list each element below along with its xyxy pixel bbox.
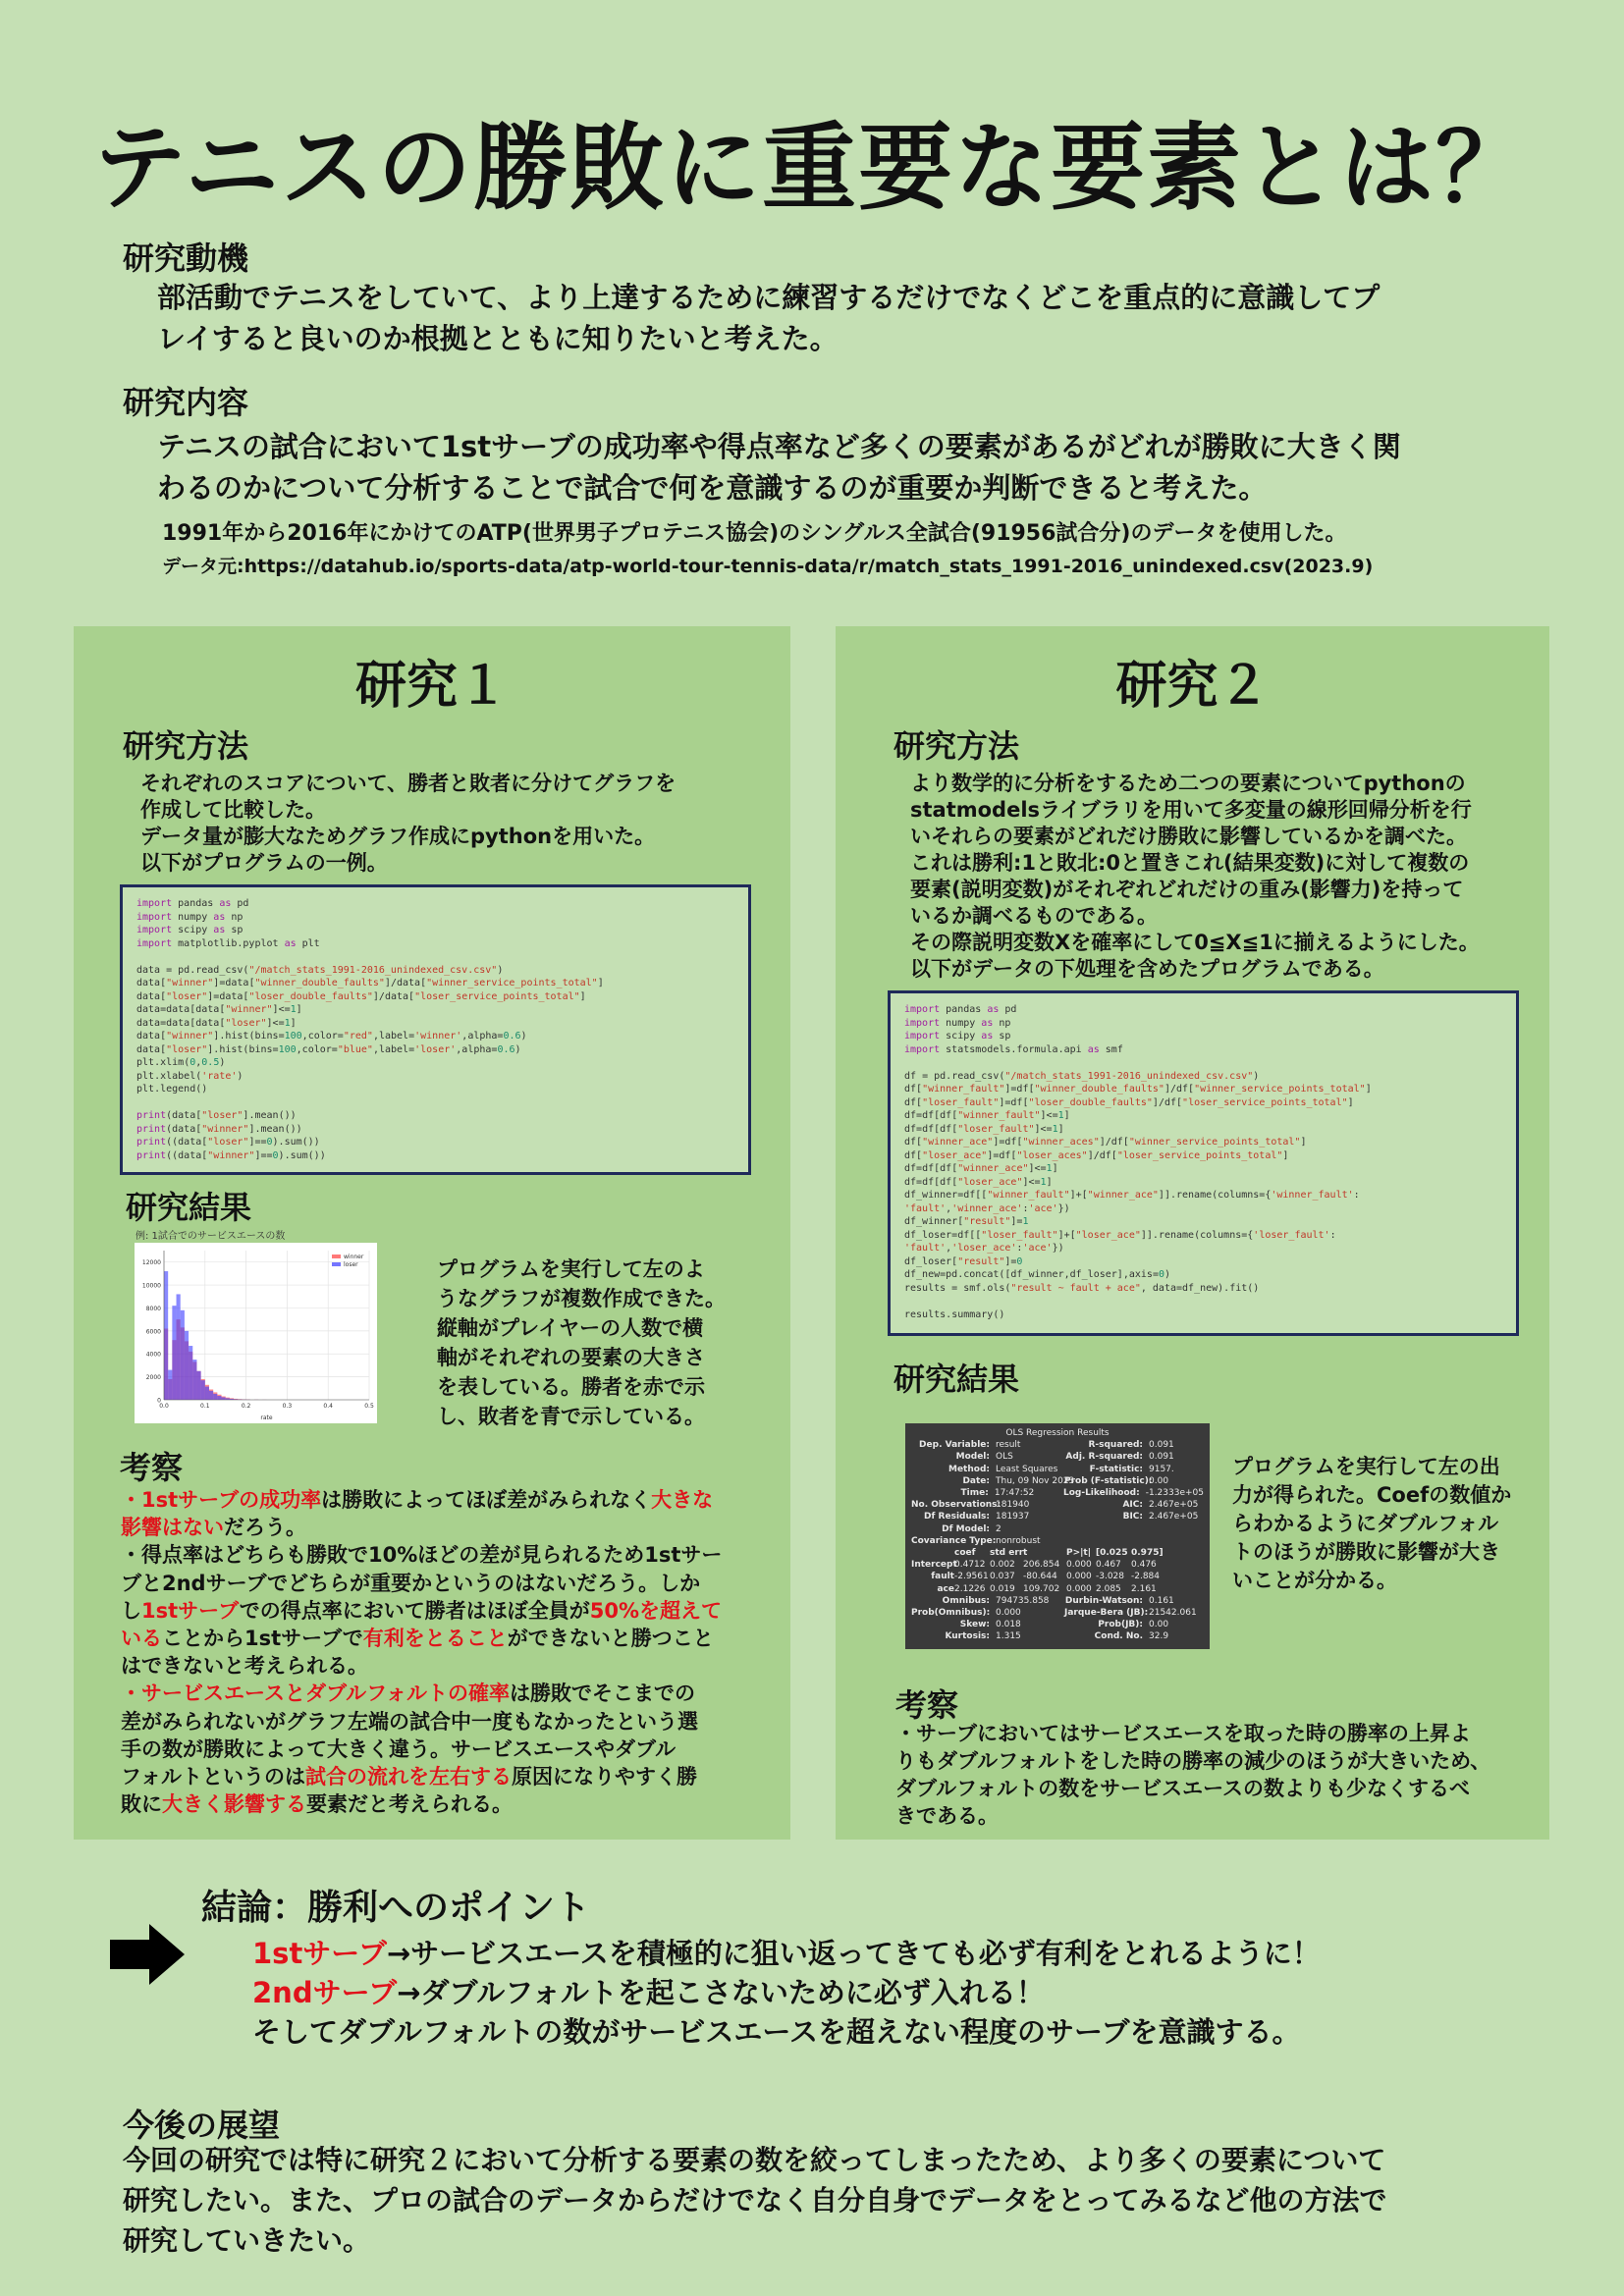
ols-key: Skew: [959,1620,990,1630]
discussion-text: での得点率において勝者はほぼ全員が [239,1598,590,1623]
content-heading: 研究内容 [123,384,249,421]
future-line: 研究したい。また、プロの試合のデータからだけでなく自分自身でデータをとってみるなど他の方法で [123,2184,1387,2216]
code-line: df=df[df["loser_ace"]<=1] [904,1176,1053,1188]
conclusion-line-2-text: →ダブルフォルトを起こさないために必ず入れる！ [397,1976,1045,2009]
ols-results-table [905,1423,1210,1649]
code-line: import matplotlib.pyplot as plt [136,937,320,949]
ols-value: 181940 [996,1500,1030,1511]
discussion-text: フォルトというのは [121,1765,305,1789]
code-line: plt.legend() [136,1084,208,1095]
ols-coef-row [911,1571,1204,1582]
ols-cell: 0.000 [1066,1583,1092,1594]
ols-cell: -3.028 [1096,1572,1125,1582]
ols-cell: 2.161 [1131,1583,1157,1594]
motivation-heading: 研究動機 [123,240,249,277]
ols-cell: 0.019 [990,1583,1015,1594]
study2-discussion-line: りもダブルフォルトをした時の勝率の減少のほうが大きいため、 [895,1749,1491,1773]
discussion-text: 要素だと考えられる。 [306,1792,513,1817]
discussion-text: ことから1stサーブで [162,1627,363,1651]
code-line: data["winner"]=data["winner_double_faults"]/data["winner_service_points_total"] [136,978,604,988]
study1-method-line: データ量が膨大なためグラフ作成にpythonを用いた。 [140,825,656,848]
conclusion-line-3: そしてダブルフォルトの数がサービスエースを超えない程度のサーブを意識する。 [252,2015,1301,2049]
highlighted-text: 試合の流れを左右する [304,1765,512,1789]
code-line [136,1096,734,1110]
ols-key: R-squared: [1088,1440,1143,1451]
code-line: data = pd.read_csv("/match_stats_1991-2016_unindexed_csv.csv") [136,964,504,976]
study1-results-line: し、敗者を青で示している。 [437,1405,705,1428]
ols-row [911,1451,1204,1463]
study2-method-line: 以下がデータの下処理を含めたプログラムである。 [910,957,1384,981]
code-line [904,1056,1502,1070]
ols-value: 2.467e+05 [1149,1500,1199,1511]
code-line: results.summary() [904,1308,1005,1320]
content-text [157,426,1401,508]
y-tick-label: 6000 [145,1328,161,1336]
study2-discussion-line: ダブルフォルトの数をサービスエースの数よりも少なくするべ [895,1777,1471,1800]
code-line: df_loser=df[["loser_fault"]+["loser_ace"]].rename(columns={'loser_fault': [904,1229,1336,1241]
study2-method-line: より数学的に分析をするため二つの要素についてpythonの [910,772,1466,795]
study1-discussion-line [121,1597,722,1625]
highlighted-text: ・ [121,1682,141,1706]
histogram-bar-loser [177,1294,181,1400]
code-line: import pandas as pd [136,898,249,909]
study2-results-line: トのほうが勝敗に影響が大き [1232,1540,1500,1564]
code-line: df_winner=df[["winner_fault"]+["winner_ace"]].rename(columns={'winner_fault': [904,1190,1360,1201]
ols-cell: -2.884 [1131,1572,1161,1582]
ols-coef-row [911,1583,1204,1595]
y-tick-label: 8000 [145,1305,161,1312]
conclusion-heading: 結論：勝利へのポイント [201,1888,591,1928]
discussion-text: ができないと勝つこと [507,1627,714,1651]
ols-col-header: P>|t| [1066,1548,1092,1559]
ols-col-header: std err [990,1548,1024,1559]
code-line: data["loser"].hist(bins=100,color="blue",label='loser',alpha=0.6) [136,1043,521,1055]
highlighted-text: 1stサーブの成功率 [141,1488,322,1512]
discussion-text: ・得点率はどちらも勝敗で10%ほどの差が見られるため1stサー [121,1543,723,1568]
ols-row [911,1464,1204,1475]
code-line: data["loser"]=data["loser_double_faults"]/data["loser_service_points_total"] [136,990,586,1002]
study1-discussion-line [121,1541,722,1569]
ols-value: 181937 [996,1512,1030,1522]
ols-value: 0.00 [1149,1475,1169,1486]
ols-value: result [996,1440,1021,1451]
ols-value: 2.467e+05 [1149,1512,1199,1522]
code-line [136,950,734,964]
code-line: data=data[data["loser"]<=1] [136,1017,297,1029]
code-line: results = smf.ols("result ~ fault + ace", data=df_new).fit() [904,1282,1260,1294]
ols-col-header [911,1547,954,1559]
study2-discussion-line: ・サーブにおいてはサービスエースを取った時の勝率の上昇よ [895,1722,1471,1745]
ols-row [911,1511,1204,1522]
study2-discussion-line: きである。 [895,1804,999,1828]
study1-title: 研究１ [354,657,509,716]
highlighted-text: いる [121,1627,162,1651]
future-line: 今回の研究では特に研究２において分析する要素の数を絞ってしまったため、より多くの要素について [123,2144,1386,2176]
study2-title: 研究２ [1115,657,1270,716]
study2-results-line: らわかるようにダブルフォル [1232,1512,1499,1535]
discussion-text: ブと2ndサーブでどちらが重要かというのはないだろう。しか [121,1571,701,1595]
ols-cell: 206.854 [1023,1560,1060,1571]
study2-method-line: 要素(説明変数)がそれぞれどれだけの重み(影響力)を持って [910,878,1464,901]
study1-discussion-line [121,1708,722,1735]
code-line: print(data["winner"].mean()) [136,1123,302,1135]
code-line: import numpy as np [904,1017,1011,1029]
ols-cell: 0.4712 [954,1560,986,1571]
code-line: import scipy as sp [904,1031,1011,1041]
code-line: import numpy as np [136,911,244,923]
study2-discussion-heading: 考察 [895,1686,959,1724]
histogram-chart [135,1243,377,1423]
code-line: df = pd.read_csv("/match_stats_1991-2016_unindexed_csv.csv") [904,1070,1260,1082]
highlighted-text: 1stサーブ [141,1598,240,1623]
ols-diag-row [911,1595,1204,1607]
code-line: data=data[data["winner"]<=1] [136,1004,302,1015]
discussion-text: は勝敗によってほぼ差がみられなく [321,1488,652,1512]
study2-method-text [910,771,1480,983]
legend-label: loser [344,1261,358,1268]
study1-results-line: 軸がそれぞれの要素の大きさ [437,1346,705,1369]
histogram-bar-loser [172,1306,176,1400]
code-line: 'fault','loser_ace':'ace'}) [904,1243,1064,1254]
future-heading: 今後の展望 [123,2107,281,2144]
ols-diag-row [911,1619,1204,1630]
histogram-bar-loser [213,1394,217,1400]
study1-discussion-line [121,1625,722,1652]
ols-cell: 109.702 [1023,1583,1060,1594]
study2-results-line: いことが分かる。 [1232,1569,1397,1592]
ols-row [911,1499,1204,1511]
discussion-text: はできないと考えられる。 [121,1654,368,1679]
histogram-bar-loser [205,1387,209,1400]
ols-coef-row [911,1559,1204,1571]
ols-key: AIC: [1122,1500,1143,1511]
ols-row [911,1523,1204,1535]
ols-value: 32.9 [1149,1631,1169,1642]
chart-caption: 例: 1試合でのサービスエースの数 [135,1231,286,1242]
study1-method-text [140,771,676,877]
ols-diag-row [911,1607,1204,1619]
study2-results-heading: 研究結果 [893,1361,1020,1398]
discussion-text: 敗に [121,1792,162,1817]
ols-key: F-statistic: [1089,1464,1143,1474]
highlighted-text: 大きな [651,1488,714,1512]
ols-key: Prob (F-statistic): [1064,1475,1153,1486]
ols-value: 0.000 [996,1608,1021,1619]
study2-method-line: その際説明変数Xを確率にして0≦X≦1に揃えるようにした。 [910,931,1480,954]
ols-value: 0.00 [1149,1620,1169,1630]
histogram-bar-loser [217,1396,221,1400]
ols-key: BIC: [1122,1512,1143,1522]
code-line [904,1295,1502,1308]
legend-swatch [332,1255,341,1258]
legend-label: winner [344,1254,364,1260]
x-tick-label: 0.3 [282,1403,293,1410]
data-source: データ元:https://datahub.io/sports-data/atp-world-tour-tennis-data/r/match_stats_1991-2016_unindexed.csv(2023.9) [162,556,1374,577]
ols-col-header: 0.975] [1131,1548,1164,1559]
y-tick-label: 10000 [141,1282,161,1290]
future-line: 研究していきたい。 [123,2224,371,2257]
study1-discussion-line [121,1570,722,1597]
ols-cell: 0.002 [990,1560,1015,1571]
ols-key: Model: [955,1452,990,1463]
ols-key: No. Observations: [911,1500,1001,1511]
ols-cell: 0.476 [1131,1560,1157,1571]
study1-discussion-line [121,1514,722,1541]
arrow-right-icon [108,1922,187,1987]
x-tick-label: 0.1 [200,1403,210,1410]
ols-value [1143,1523,1149,1535]
study2-method-line: いるか調べるものである。 [910,904,1158,928]
ols-cell: Intercept [911,1560,957,1571]
ols-value: 17:47:52 [994,1488,1035,1499]
second-serve-label: 2ndサーブ [252,1976,398,2009]
ols-value: 2 [996,1523,1001,1534]
histogram-bar-loser [222,1397,226,1400]
ols-cell: 0.000 [1066,1572,1092,1582]
histogram-bar-loser [201,1380,205,1400]
motivation-text [157,277,1380,359]
ols-key: Date: [962,1475,990,1486]
ols-key: Covariance Type: [911,1535,997,1546]
poster-title: テニスの勝敗に重要な要素とは？ [91,113,1533,223]
highlighted-text: 大きく影響する [162,1792,306,1817]
code-line: df_loser["result"]=0 [904,1255,1023,1267]
code-line: print(data["loser"].mean()) [136,1110,297,1121]
first-serve-label: 1stサーブ [252,1937,387,1970]
x-tick-label: 0.2 [241,1403,251,1410]
study1-results-line: を表している。勝者を赤で示 [437,1375,705,1399]
ols-cell: -80.644 [1023,1572,1057,1582]
highlighted-text: 影響はない [121,1516,224,1540]
ols-key: Dep. Variable: [919,1440,990,1451]
ols-value: 0.091 [1149,1452,1174,1463]
ols-col-header: t [1023,1548,1028,1559]
study2-results-line: プログラムを実行して左の出 [1232,1455,1500,1478]
study1-discussion-line [121,1763,722,1790]
discussion-text: し [121,1598,141,1623]
study1-results-line: プログラムを実行して左のよ [437,1257,705,1281]
x-tick-label: 0.5 [364,1403,374,1410]
study2-discussion-text [895,1720,1490,1830]
ols-key [1064,1535,1143,1547]
study1-results-line: 縦軸がプレイヤーの人数で横 [437,1316,704,1340]
ols-row [911,1487,1204,1499]
x-axis-label: rate [260,1415,273,1421]
motivation-line: レイすると良いのか根拠とともに知りたいと考えた。 [157,322,839,355]
histogram-bar-loser [192,1360,196,1400]
ols-coef-header [911,1547,1204,1559]
study2-method-line: いそれらの要素がどれだけ勝敗に影響しているかを調べた。 [910,825,1467,848]
ols-value: 794735.858 [996,1595,1050,1606]
y-tick-label: 0 [157,1397,161,1405]
histogram-bar-loser [209,1391,213,1400]
legend-swatch [332,1262,341,1266]
code-line: data["winner"].hist(bins=100,color="red",label='winner',alpha=0.6) [136,1031,527,1041]
motivation-line: 部活動でテニスをしていて、より上達するために練習するだけでなくどこを重点的に意識してプ [157,281,1380,314]
ols-key: Prob(JB): [1098,1620,1143,1630]
study1-discussion-line [121,1790,722,1818]
ols-col-header: coef [954,1548,976,1559]
histogram-bar-loser [168,1370,172,1400]
study2-method-line: statmodelsライブラリを用いて多変量の線形回帰分析を行 [910,798,1472,822]
ols-key: Method: [948,1464,990,1474]
study1-code-block [120,884,751,1175]
code-line: print((data["winner"]==0).sum()) [136,1149,326,1161]
ols-cell: ace [937,1583,954,1594]
ols-col-header: [0.025 [1096,1548,1128,1559]
code-line: 'fault','winner_ace':'ace'}) [904,1202,1070,1214]
study1-discussion-line [121,1652,722,1680]
ols-cell: -2.9561 [954,1572,989,1582]
study1-method-line: それぞれのスコアについて、勝者と敗者に分けてグラフを [140,772,677,795]
ols-key: Prob(Omnibus): [911,1608,991,1619]
ols-row [911,1535,1204,1547]
content-line: わるのかについて分析することで試合で何を意識するのが重要か判断できると考えた。 [157,471,1268,505]
ols-cell: fault [931,1572,954,1582]
ols-title: OLS Regression Results [1005,1428,1110,1438]
code-line: df=df[df["winner_fault"]<=1] [904,1110,1070,1121]
code-line: df["winner_fault"]=df["winner_double_faults"]/df["winner_service_points_total"] [904,1084,1372,1095]
content-line: テニスの試合において1stサーブの成功率や得点率など多くの要素があるがどれが勝敗に大きく関 [157,430,1401,463]
ols-value: nonrobust [996,1535,1041,1546]
highlighted-text: ・ [121,1488,141,1512]
ols-key: Df Residuals: [924,1512,990,1522]
ols-row [911,1475,1204,1487]
y-tick-label: 4000 [145,1351,161,1359]
ols-value: Thu, 09 Nov 2023 [996,1475,1075,1486]
histogram-bar-loser [189,1346,192,1400]
study1-discussion-heading: 考察 [120,1449,184,1486]
histogram-bar-loser [185,1331,189,1400]
ols-key: Omnibus: [942,1595,990,1606]
ols-value: 1.315 [996,1631,1021,1642]
ols-value: 0.091 [1149,1440,1174,1451]
study2-results-text [1232,1453,1511,1595]
ols-value: 9157. [1149,1464,1174,1474]
ols-key: Time: [960,1488,989,1499]
ols-key: Adj. R-squared: [1065,1452,1143,1463]
ols-key [1064,1523,1143,1535]
code-line: import pandas as pd [904,1004,1017,1015]
study2-method-heading: 研究方法 [893,727,1020,765]
code-line: df["winner_ace"]=df["winner_aces"]/df["winner_service_points_total"] [904,1137,1307,1148]
study1-discussion-text [121,1486,722,1818]
ols-value [1143,1535,1149,1547]
study1-results-line: うなグラフが複数作成できた。 [437,1287,726,1310]
code-line: df["loser_fault"]=df["loser_double_faults"]/df["loser_service_points_total"] [904,1096,1354,1108]
discussion-text: だろう。 [224,1516,306,1540]
discussion-text: 原因になりやすく勝 [511,1765,697,1789]
ols-cell: 0.467 [1096,1560,1121,1571]
ols-diag-row [911,1630,1204,1642]
study1-results-text [437,1255,726,1431]
histogram-bar-loser [164,1271,168,1400]
code-line: import scipy as sp [136,925,244,935]
code-line: plt.xlim(0,0.5) [136,1057,226,1068]
ols-cell: 2.085 [1096,1583,1121,1594]
future-text [123,2140,1386,2261]
y-tick-label: 12000 [141,1259,161,1267]
study1-method-line: 以下がプログラムの一例。 [140,851,388,875]
code-line: df=df[df["winner_ace"]<=1] [904,1163,1058,1174]
highlighted-text: 50%を超えて [589,1598,722,1623]
code-line: df["loser_ace"]=df["loser_aces"]/df["loser_service_points_total"] [904,1149,1289,1161]
code-line: df_winner["result"]=1 [904,1216,1029,1227]
ols-value: OLS [996,1452,1013,1463]
data-note: 1991年から2016年にかけてのATP(世界男子プロテニス協会)のシングルス全試合(91956試合分)のデータを使用した。 [162,521,1347,546]
ols-value: -1.2333e+05 [1145,1488,1204,1499]
ols-cell: 0.000 [1066,1560,1092,1571]
ols-value: 21542.061 [1149,1608,1197,1619]
code-line: print((data["loser"]==0).sum()) [136,1137,320,1148]
ols-row [911,1439,1204,1451]
study2-method-line: これは勝利:1と敗北:0と置きこれ(結果変数)に対して複数の [910,851,1470,875]
ols-key: Durbin-Watson: [1064,1595,1143,1606]
ols-value: 0.018 [996,1620,1021,1630]
study1-method-heading: 研究方法 [123,727,249,765]
discussion-text: 差がみられないがグラフ左端の試合中一度もなかったという選 [121,1709,698,1734]
conclusion-line-1 [252,1934,1321,1973]
ols-value: 0.161 [1149,1595,1174,1606]
study1-results-heading: 研究結果 [126,1189,252,1226]
ols-key: Log-Likelihood: [1062,1488,1140,1499]
study1-discussion-line [121,1486,722,1514]
histogram-bar-loser [181,1310,185,1400]
y-tick-label: 2000 [145,1374,161,1382]
highlighted-text: サービスエースとダブルフォルトの確率 [141,1682,511,1706]
ols-cell: 0.037 [990,1572,1015,1582]
study2-results-line: 力が得られた。Coefの数値か [1232,1483,1512,1507]
highlighted-text: 有利をとること [362,1627,508,1651]
ols-value: Least Squares [996,1464,1058,1474]
study2-code-block [888,990,1519,1336]
study1-method-line: 作成して比較した。 [140,798,326,822]
code-line: df=df[df["loser_fault"]<=1] [904,1123,1064,1135]
discussion-text: は勝敗でそこまでの [510,1682,696,1706]
ols-key: Jarque-Bera (JB): [1064,1608,1149,1619]
study1-discussion-line [121,1735,722,1763]
conclusion-line-1-text: →サービスエースを積極的に狙い返ってきても必ず有利をとれるように！ [386,1937,1321,1970]
histogram-bar-loser [196,1371,200,1400]
conclusion-line-2 [252,1973,1045,2012]
code-line: import statsmodels.formula.api as smf [904,1043,1123,1055]
ols-cell: 2.1226 [954,1583,986,1594]
code-line: plt.xlabel('rate') [136,1070,244,1082]
code-line: df_new=pd.concat([df_winner,df_loser],axis=0) [904,1269,1171,1280]
ols-key: Df Model: [942,1523,990,1534]
ols-key: Kurtosis: [945,1631,990,1642]
ols-key: Cond. No. [1094,1631,1143,1642]
x-tick-label: 0.4 [323,1403,333,1410]
x-tick-label: 0.0 [159,1403,169,1410]
study1-discussion-line [121,1680,722,1707]
discussion-text: 手の数が勝敗によって大きく違う。サービスエースやダブル [121,1736,677,1761]
